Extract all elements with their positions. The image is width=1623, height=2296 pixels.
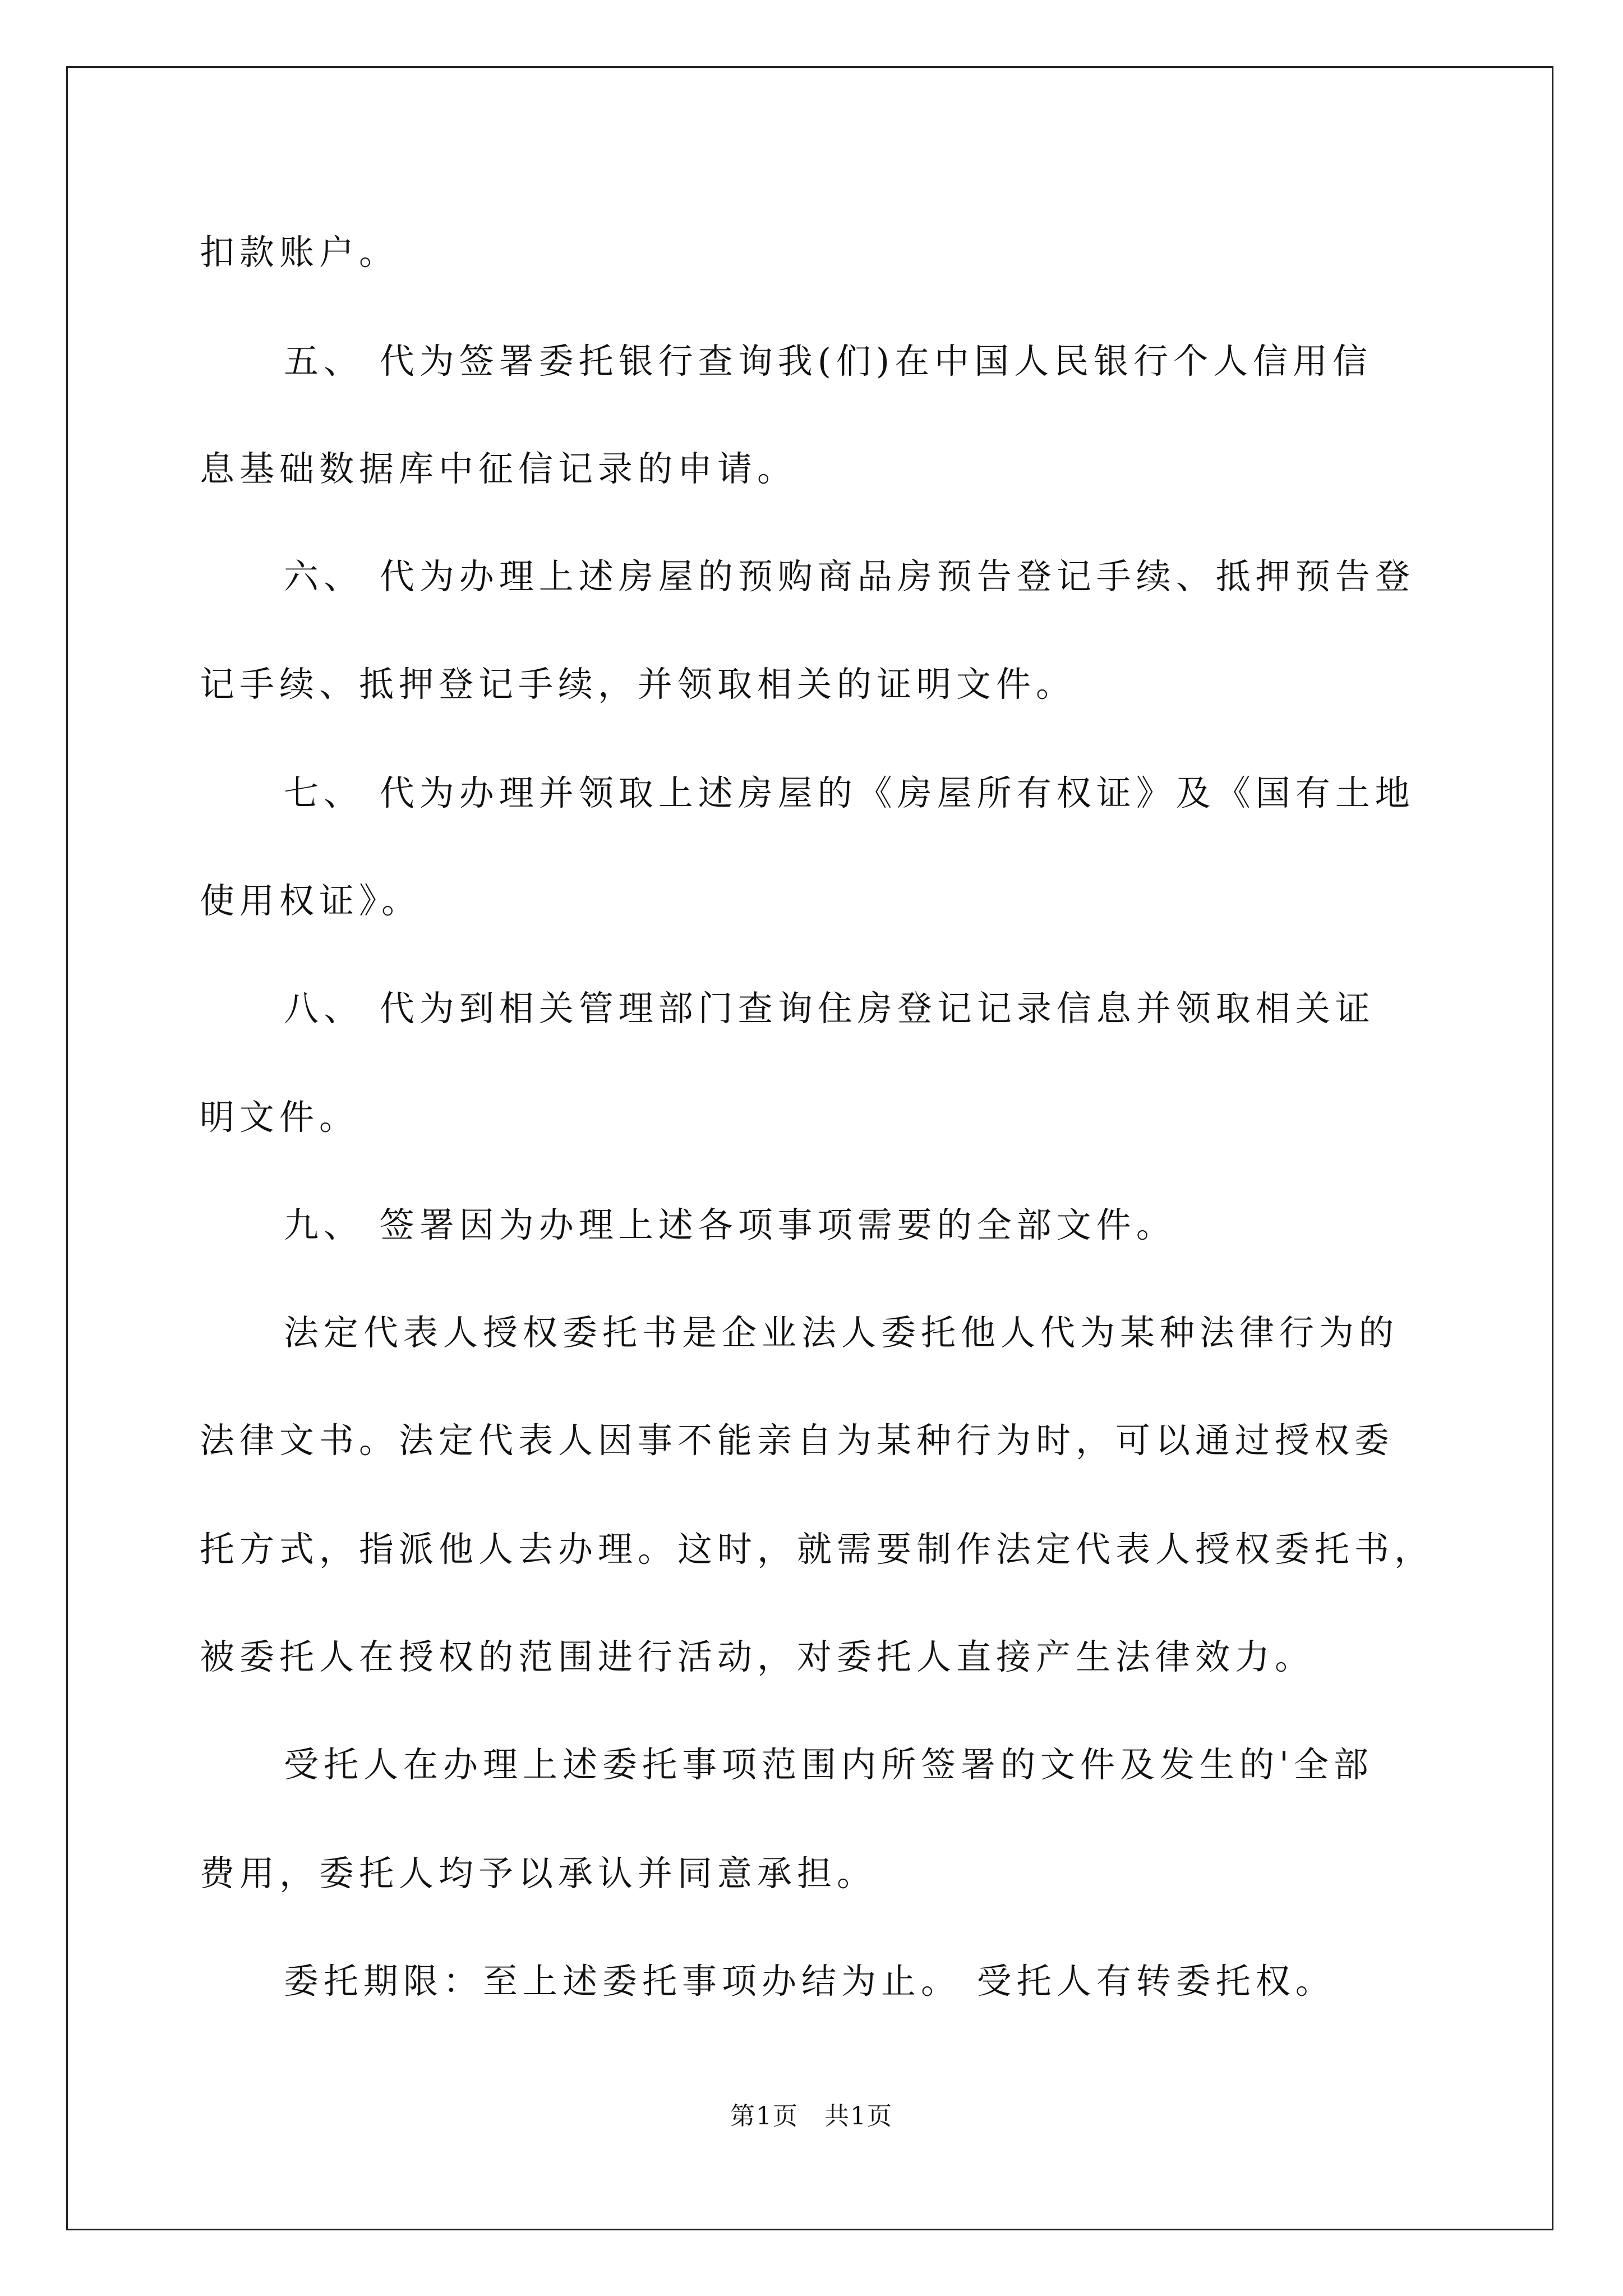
text-line: 费用，委托人均予以承认并同意承担。: [200, 1853, 877, 1894]
text-line: 委托期限：至上述委托事项办结为止。 受托人有转委托权。: [284, 1961, 1335, 2001]
page-border: [66, 66, 1553, 2230]
text-line: 使用权证》。: [200, 880, 422, 921]
text-line: 记手续、抵押登记手续，并领取相关的证明文件。: [200, 664, 1076, 705]
text-line: 法律文书。法定代表人因事不能亲自为某种行为时，可以通过授权委: [200, 1420, 1395, 1461]
text-line: 六、 代为办理上述房屋的预购商品房预告登记手续、抵押预告登: [284, 556, 1415, 597]
text-line: 受托人在办理上述委托事项范围内所签署的文件及发生的'全部: [284, 1744, 1374, 1785]
page-footer: 第1页 共1页: [730, 2102, 893, 2131]
text-line: 明文件。: [200, 1097, 359, 1138]
text-line: 扣款账户。: [200, 232, 399, 273]
text-line: 八、 代为到相关管理部门查询住房登记记录信息并领取相关证: [284, 988, 1375, 1029]
text-line: 息基础数据库中征信记录的申请。: [200, 448, 797, 489]
text-line: 托方式，指派他人去办理。这时，就需要制作法定代表人授权委托书，: [200, 1529, 1435, 1570]
text-line: 被委托人在授权的范围进行活动，对委托人直接产生法律效力。: [200, 1636, 1315, 1677]
text-line: 法定代表人授权委托书是企业法人委托他人代为某种法律行为的: [284, 1312, 1399, 1353]
text-line: 九、 签署因为办理上述各项事项需要的全部文件。: [284, 1204, 1176, 1245]
text-line: 五、 代为签署委托银行查询我(们)在中国人民银行个人信用信: [284, 341, 1373, 381]
text-line: 七、 代为办理并领取上述房屋的《房屋所有权证》及《国有土地: [284, 772, 1415, 813]
